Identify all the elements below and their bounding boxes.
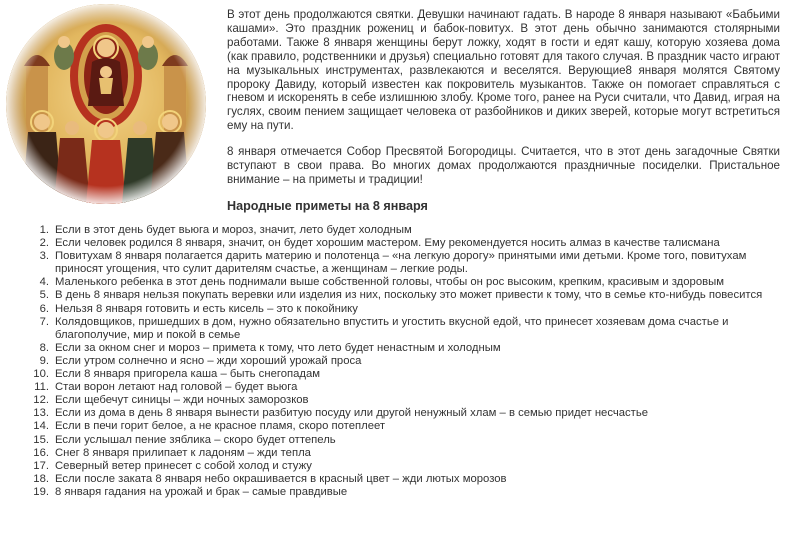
list-item [0,394,780,407]
list-item [0,276,780,289]
list-item [0,289,780,302]
list-item-text: Если 8 января пригорела каша – быть снегопадам [55,368,321,381]
list-item [0,460,780,473]
list-item-text: Если за окном снег и мороз – примета к тому, что лето будет ненастным и холодным [55,341,501,354]
list-item [0,368,780,381]
list-item-text: В день 8 января нельзя покупать веревки или изделия из них, поскольку это может привести к тому, что в семье кто-нибудь повесится [55,289,763,302]
orthodox-icon-image [6,4,206,204]
list-item-text: Если из дома в день 8 января вынести разбитую посуду или другой ненужный хлам – в семью придет несчастье [55,407,649,420]
list-item-text: 8 января гадания на урожай и брак – самые правдивые [55,485,348,498]
list-item-text: Снег 8 января прилипает к ладоням – жди тепла [55,446,311,459]
list-item-number: 16. [33,446,49,459]
list-item-text: Если в печи горит белое, а не красное пламя, скоро потеплеет [55,420,386,433]
list-item-text: Если услышал пение зяблика – скоро будет оттепель [55,433,336,446]
list-item-number: 11. [34,381,49,394]
list-item-number: 19. [33,485,49,498]
list-item-number: 1. [39,224,49,236]
list-item-text: Северный ветер принесет с собой холод и стужу [55,459,312,472]
list-item [0,224,780,237]
list-item-text: Стаи ворон летают над головой – будет вьюга [55,381,298,394]
list-item-text: Если щебечут синицы – жди ночных заморозков [55,394,309,407]
list-item-number: 7. [39,315,49,328]
list-item [0,250,780,276]
list-item-number: 15. [33,433,49,446]
list-item-text: Если в этот день будет вьюга и мороз, значит, лето будет холодным [55,224,412,236]
list-item-text: Если утром солнечно и ясно – жди хороший урожай проса [55,354,362,367]
list-item-number: 13. [33,407,49,420]
list-item [0,342,780,355]
list-item-number: 17. [33,459,49,472]
list-item-number: 12. [33,394,49,407]
list-item [0,486,780,499]
list-item [0,355,780,368]
list-item [0,473,780,486]
list-item-number: 8. [39,341,49,354]
signs-list [0,224,780,499]
list-item-number: 4. [39,276,49,289]
list-item [0,303,780,316]
article-intro [227,8,780,199]
list-item-text: Колядовщиков, пришедших в дом, нужно обязательно впустить и угостить вкусной едой, что принесет хозяевам дома счастье и благополучие, мир и покой в семье [55,315,729,341]
list-item-text: Если после заката 8 января небо окрашивается в красный цвет – жди лютых морозов [55,472,507,485]
list-item-number: 2. [39,237,49,250]
list-item [0,447,780,460]
list-item-number: 10. [33,368,49,381]
list-item [0,420,780,433]
section-title: Народные приметы на 8 января [227,199,428,213]
list-item-number: 3. [39,250,49,263]
list-item [0,407,780,420]
list-item-number: 5. [39,289,49,302]
list-item [0,237,780,250]
intro-paragraph: 8 января отмечается Собор Пресвятой Богородицы. Считается, что в этот день загадочные Святки вступают в свои права. Во многих домах продолжаются праздничные посиделки. Пристальное внимание – на приметы и традиции! [227,145,780,186]
list-item-text: Нельзя 8 января готовить и есть кисель – это к покойнику [55,302,358,315]
list-item [0,316,780,342]
list-item-number: 6. [39,302,49,315]
list-item-number: 14. [33,420,49,433]
list-item [0,381,780,394]
list-item-text: Если человек родился 8 января, значит, он будет хорошим мастером. Ему рекомендуется носить алмаз в качестве талисмана [55,237,720,250]
list-item [0,434,780,447]
list-item-number: 18. [33,472,49,485]
list-item-text: Повитухам 8 января полагается дарить материю и полотенца – «на легкую дорогу» принятыми ими детьми. Кроме того, повитухам приносят угощения, что сулит дарителям счастье, а женщинам – легкие роды. [55,250,747,276]
list-item-text: Маленького ребенка в этот день поднимали выше собственной головы, чтобы он рос высоким, крепким, красивым и здоровым [55,276,725,289]
intro-paragraph: В этот день продолжаются святки. Девушки начинают гадать. В народе 8 января называют «Бабьими кашами». Это праздник рожениц и бабок-повитух. В этот день обычно занимаются столярными работами. Также 8 января женщины берут ложку, ходят в гости и едят кашу, которую хозяева дома (как правило, родственники и друзья) специально готовят для такого случая. В праздник часто играют на музыкальных инструментах, развлекаются и веселятся. Верующие8 января молятся Святому пророку Давиду, который известен как покровитель музыкантов. Также он помогает справляться с гневом и искоренять в себе излишнюю злобу. Кроме того, ранее на Руси считали, что Давид, играя на гуслях, своим пением защищает человека от разбойников и диких зверей, которые могут встретиться ему на пути. [227,8,780,133]
list-item-number: 9. [39,354,49,367]
